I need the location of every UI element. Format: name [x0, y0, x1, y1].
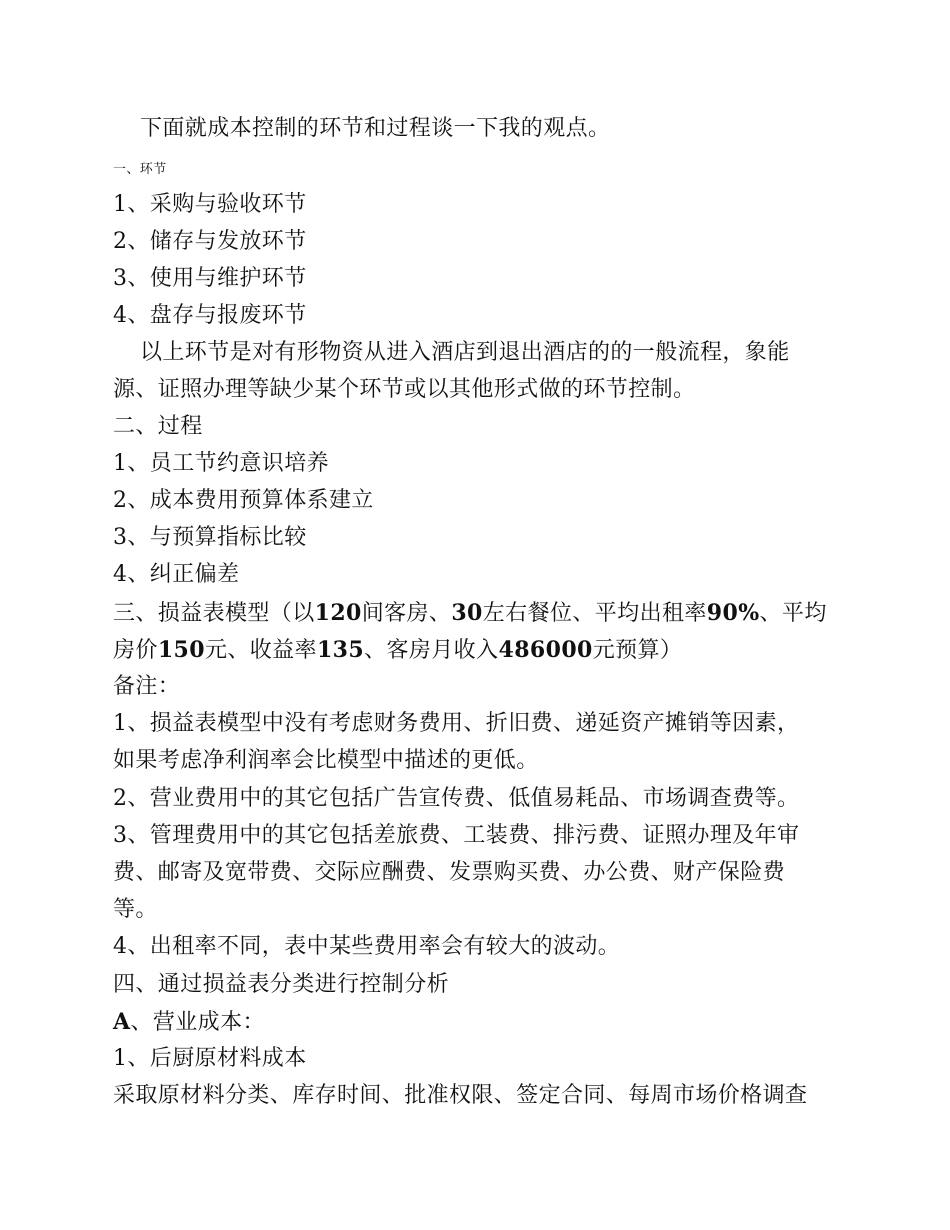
- section-1-item-2: 2、储存与发放环节: [113, 229, 307, 254]
- section-4-sub-a: A、营业成本：: [113, 1009, 265, 1035]
- yield-rate: 135: [316, 637, 365, 663]
- note-2: 2、营业费用中的其它包括广告宣传费、低值易耗品、市场调查费等。: [113, 786, 800, 811]
- section-2-item-1: 1、员工节约意识培养: [113, 451, 329, 476]
- occupancy-rate: 90%: [706, 600, 760, 626]
- note-3-line-1: 3、管理费用中的其它包括差旅费、工装费、排污费、证照办理及年审: [113, 823, 800, 848]
- section-3-heading-line-1: 三、损益表模型（以120间客房、30左右餐位、平均出租率90%、平均: [113, 600, 827, 626]
- intro-paragraph: 下面就成本控制的环节和过程谈一下我的观点。: [140, 116, 611, 141]
- section-3-heading-line-2: 房价150元、收益率135、客房月收入486000元预算）: [113, 637, 683, 663]
- section-4-heading: 四、通过损益表分类进行控制分析: [113, 972, 450, 997]
- section-2-item-4: 4、纠正偏差: [113, 562, 240, 587]
- note-1-line-2: 如果考虑净利润率会比模型中描述的更低。: [113, 748, 539, 773]
- notes-heading: 备注：: [113, 674, 181, 699]
- section-1-item-3: 3、使用与维护环节: [113, 266, 307, 291]
- monthly-revenue: 486000: [498, 637, 593, 663]
- note-3-line-3: 等。: [113, 897, 158, 922]
- section-1-item-4: 4、盘存与报废环节: [113, 303, 307, 328]
- section-2-item-3: 3、与预算指标比较: [113, 525, 307, 550]
- seats-count: 30: [451, 600, 483, 626]
- section-4-body-line-1: 采取原材料分类、库存时间、批准权限、签定合同、每周市场价格调查: [113, 1083, 808, 1108]
- section-2-heading: 二、过程: [113, 414, 203, 439]
- section-4-item-1: 1、后厨原材料成本: [113, 1046, 307, 1071]
- note-3-line-2: 费、邮寄及宽带费、交际应酬费、发票购买费、办公费、财产保险费: [113, 860, 786, 885]
- room-price: 150: [157, 637, 205, 663]
- section-1-note-line-2: 源、证照办理等缺少某个环节或以其他形式做的环节控制。: [113, 377, 696, 402]
- section-2-item-2: 2、成本费用预算体系建立: [113, 488, 374, 513]
- note-4: 4、出租率不同，表中某些费用率会有较大的波动。: [113, 934, 621, 959]
- section-1-heading: 一、环节: [113, 162, 167, 177]
- note-1-line-1: 1、损益表模型中没有考虑财务费用、折旧费、递延资产摊销等因素，: [113, 711, 800, 736]
- rooms-count: 120: [314, 600, 362, 626]
- section-1-item-1: 1、采购与验收环节: [113, 192, 307, 217]
- section-1-note-line-1: 以上环节是对有形物资从进入酒店到退出酒店的的一般流程，象能: [140, 340, 790, 365]
